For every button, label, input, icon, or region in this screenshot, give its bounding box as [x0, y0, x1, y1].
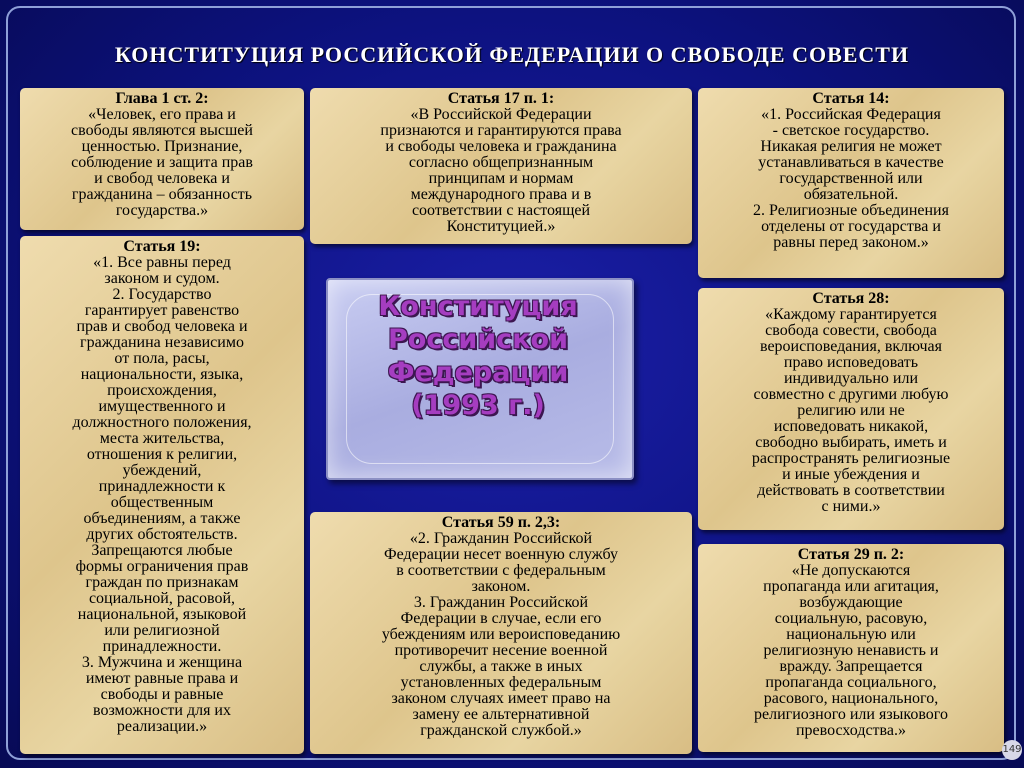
box-heading: Статья 59 п. 2,3:	[441, 514, 561, 531]
box-heading: Статья 17 п. 1:	[447, 90, 555, 107]
box-text: «Не допускаются пропаганда или агитация, возбуждающие социальную, расовую, национальную или религиозную ненависть и вражду. Запрещается пропаганда социального, расового, национального, религиозного или языкового превосходства.»	[754, 562, 948, 739]
box-heading: Статья 19:	[123, 238, 201, 255]
center-title: Конституция Российской Федерации (1993 г.)	[378, 291, 578, 421]
box-chapter1-art2	[20, 88, 304, 230]
box-article59	[310, 512, 692, 754]
box-heading: Статья 28:	[812, 290, 890, 307]
box-text: «1. Российская Федерация - светское государство. Никакая религия не может устанавливаться в качестве государственной или обязательной. 2. Религиозные объединения отделены от государства и равны перед законом.»	[753, 106, 949, 251]
box-heading: Статья 29 п. 2:	[797, 546, 905, 563]
box-article14	[698, 88, 1004, 278]
box-heading: Глава 1 ст. 2:	[115, 90, 209, 107]
box-text: «В Российской Федерации признаются и гарантируются права и свободы человека и гражданина согласно общепризнанным принципам и нормам международного права и в соответствии с настоящей Конституцией.»	[380, 106, 622, 235]
box-text: «Каждому гарантируется свобода совести, свобода вероисповедания, включая право исповедовать индивидуально или совместно с другими любую религию или не исповедовать никакой, свободно выбирать, иметь и распространять религиозные и иные убеждения и действовать в соответствии с ними.»	[751, 306, 951, 515]
box-text: «2. Гражданин Российской Федерации несет военную службу в соответствии с федеральным законом. 3. Гражданин Российской Федерации в случае, если его убеждениям или вероисповеданию противоречит несение военной службы, а также в иных установленных федеральным законом случаях имеет право на замену ее альтернативной гражданской службой.»	[381, 530, 621, 739]
slide-title: КОНСТИТУЦИЯ РОССИЙСКОЙ ФЕДЕРАЦИИ О СВОБОДЕ СОВЕСТИ	[114, 42, 910, 67]
box-article29	[698, 544, 1004, 752]
page-number: 149	[1002, 740, 1022, 760]
box-article19	[20, 236, 304, 754]
box-article17	[310, 88, 692, 244]
box-article28	[698, 288, 1004, 530]
box-text: «1. Все равны перед законом и судом. 2. Государство гарантирует равенство прав и свобод человека и гражданина независимо от пола, расы, национальности, языка, происхождения, имущественного и должностного положения, места жительства, отношения к религии, убеждений, принадлежности к общественным объединениям, а также других обстоятельств. Запрещаются любые формы ограничения прав граждан по признакам социальной, расовой, национальной, языковой или религиозной принадлежности. 3. Мужчина и женщина имеют равные права и свободы и равные возможности для их реализации.»	[72, 254, 252, 735]
box-heading: Статья 14:	[812, 90, 890, 107]
box-text: «Человек, его права и свободы являются высшей ценностью. Признание, соблюдение и защита прав и свобод человека и гражданина – обязанность государства.»	[71, 106, 253, 219]
